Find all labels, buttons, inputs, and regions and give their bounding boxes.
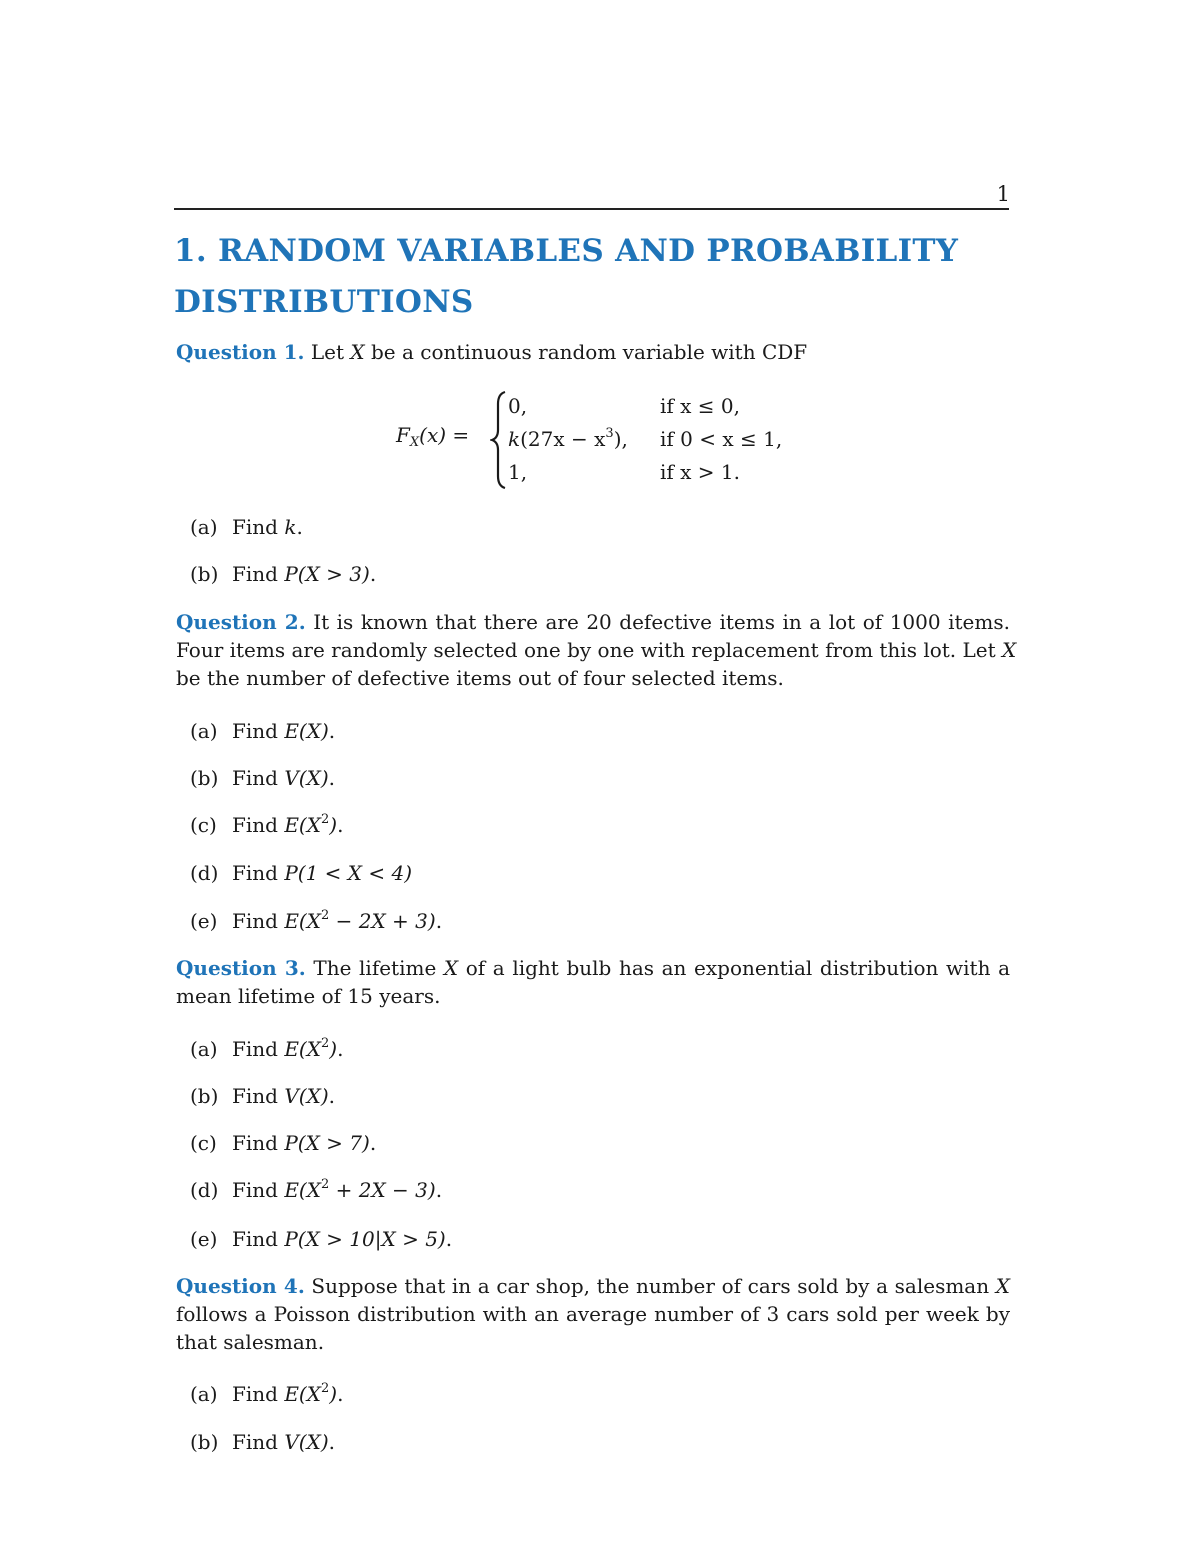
item-text: Find	[232, 515, 285, 539]
question-1-text: Let	[304, 340, 351, 364]
item-tag: (a)	[190, 1037, 218, 1061]
item-math: k	[284, 515, 297, 539]
item-math: P(X > 3)	[284, 562, 370, 586]
item-tag: (a)	[190, 515, 218, 539]
item-math: E(X	[284, 1382, 321, 1406]
case-2-expression: (27x − x	[520, 427, 606, 451]
item-end: .	[435, 909, 443, 933]
question-1-label: Question 1.	[176, 340, 305, 364]
item-math-2: )	[329, 813, 338, 837]
item-end: .	[369, 562, 377, 586]
case-3-condition: if x > 1.	[660, 460, 740, 484]
case-3-value: 1,	[508, 460, 528, 484]
cdf-function-name: F	[396, 423, 410, 447]
item-sup: 2	[320, 1036, 330, 1051]
item-sup: 2	[320, 908, 330, 923]
question-3-text-1: The lifetime	[305, 956, 444, 980]
item-tag: (c)	[190, 813, 217, 837]
q1-item-a	[190, 513, 303, 541]
item-tag: (e)	[190, 1227, 218, 1251]
item-sup: 2	[320, 812, 330, 827]
case-2-value	[508, 427, 628, 451]
item-text: Find	[232, 1178, 285, 1202]
item-end: .	[328, 1084, 335, 1108]
case-2-constant: k	[508, 427, 521, 451]
page-number: 1	[996, 182, 1010, 206]
question-2-variable: X	[1002, 638, 1017, 662]
item-end: .	[328, 766, 335, 790]
item-text: Find	[232, 1037, 285, 1061]
item-end: .	[328, 719, 336, 743]
chapter-title-line-2: DISTRIBUTIONS	[174, 284, 474, 320]
cdf-equation	[396, 388, 806, 492]
item-text: Find	[232, 1430, 285, 1454]
case-1-condition: if x ≤ 0,	[660, 394, 740, 418]
item-end: .	[337, 813, 344, 837]
item-text: Find	[232, 562, 285, 586]
item-tag: (c)	[190, 1131, 217, 1155]
question-4-label: Question 4.	[176, 1274, 305, 1298]
item-end: .	[435, 1178, 443, 1202]
item-math: P(1 < X < 4)	[284, 861, 413, 885]
item-tag: (d)	[190, 861, 219, 885]
question-1-variable: X	[350, 340, 365, 364]
question-2-label: Question 2.	[176, 610, 306, 634]
q2-item-c	[190, 811, 343, 839]
item-text: Find	[232, 909, 285, 933]
question-2-line-3: be the number of defective items out of four selected items.	[176, 666, 784, 690]
item-tag: (e)	[190, 909, 218, 933]
cdf-argument: (x) =	[419, 423, 470, 447]
item-end: .	[445, 1227, 453, 1251]
item-end: .	[337, 1037, 344, 1061]
q2-item-e	[190, 907, 442, 935]
item-end: .	[296, 515, 303, 539]
case-2-close: ),	[613, 427, 628, 451]
q3-item-a	[190, 1035, 343, 1063]
q2-item-a	[190, 717, 335, 745]
chapter-title-line-1: 1. RANDOM VARIABLES AND PROBABILITY	[174, 233, 959, 269]
q3-item-c	[190, 1129, 376, 1157]
item-math: E(X	[284, 813, 321, 837]
item-math-2: )	[329, 1037, 338, 1061]
item-tag: (a)	[190, 1382, 218, 1406]
question-3-line-1	[176, 954, 1010, 982]
item-tag: (b)	[190, 562, 219, 586]
item-math-2: )	[329, 1382, 338, 1406]
question-2-text-1: It is known that there are 20 defective items in a lot of 1000 items.	[305, 610, 1010, 634]
item-math: V(X)	[284, 1084, 329, 1108]
item-tag: (b)	[190, 1430, 219, 1454]
q2-item-b	[190, 764, 335, 792]
question-4-text-1: Suppose that in a car shop, the number of cars sold by a salesman	[304, 1274, 996, 1298]
item-math-2: − 2X + 3)	[329, 909, 436, 933]
q3-item-b	[190, 1082, 335, 1110]
q3-item-d	[190, 1176, 442, 1204]
item-math: V(X)	[284, 1430, 329, 1454]
item-tag: (b)	[190, 1084, 219, 1108]
question-2-line-2	[176, 636, 1017, 664]
question-4-line-2: follows a Poisson distribution with an average number of 3 cars sold per week by	[176, 1302, 1010, 1326]
item-math-2: + 2X − 3)	[329, 1178, 436, 1202]
cdf-lhs	[396, 423, 470, 450]
item-sup: 2	[320, 1177, 330, 1192]
case-2-exponent: 3	[605, 426, 614, 441]
item-end: .	[369, 1131, 377, 1155]
item-text: Find	[232, 766, 285, 790]
question-3-line-2: mean lifetime of 15 years.	[176, 984, 441, 1008]
q1-item-b	[190, 560, 376, 588]
question-4-line-1	[176, 1272, 1010, 1300]
q4-item-a	[190, 1380, 343, 1408]
left-brace-icon	[490, 390, 510, 490]
q2-item-d	[190, 859, 412, 887]
q4-item-b	[190, 1428, 335, 1456]
question-2-line-1	[176, 608, 1010, 636]
item-tag: (d)	[190, 1178, 219, 1202]
item-math: E(X)	[284, 719, 329, 743]
question-4-line-3: that salesman.	[176, 1330, 325, 1354]
question-1-text-end: be a continuous random variable with CDF	[364, 340, 808, 364]
chapter-title	[174, 226, 1014, 328]
item-sup: 2	[320, 1381, 330, 1396]
item-text: Find	[232, 1131, 285, 1155]
item-text: Find	[232, 1227, 285, 1251]
question-3-label: Question 3.	[176, 956, 306, 980]
header-rule	[174, 208, 1009, 210]
case-2-condition: if 0 < x ≤ 1,	[660, 427, 783, 451]
q3-item-e	[190, 1225, 452, 1253]
item-math: E(X	[284, 1037, 321, 1061]
question-3-text-2: of a light bulb has an exponential distribution with a	[458, 956, 1010, 980]
question-1-statement	[176, 338, 1010, 366]
item-text: Find	[232, 861, 285, 885]
item-text: Find	[232, 813, 285, 837]
item-math: V(X)	[284, 766, 329, 790]
cdf-subscript: X	[409, 435, 420, 450]
item-tag: (a)	[190, 719, 218, 743]
item-text: Find	[232, 719, 285, 743]
item-text: Find	[232, 1084, 285, 1108]
item-math: E(X	[284, 1178, 321, 1202]
question-2-text-2: Four items are randomly selected one by one with replacement from this lot. Let	[176, 638, 1003, 662]
case-1-value: 0,	[508, 394, 528, 418]
item-text: Find	[232, 1382, 285, 1406]
item-end: .	[328, 1430, 335, 1454]
item-math: E(X	[284, 909, 321, 933]
question-3-variable: X	[443, 956, 459, 980]
question-4-variable: X	[995, 1274, 1010, 1298]
item-math: P(X > 7)	[284, 1131, 370, 1155]
item-tag: (b)	[190, 766, 219, 790]
item-math: P(X > 10|X > 5)	[284, 1227, 446, 1251]
item-end: .	[337, 1382, 344, 1406]
